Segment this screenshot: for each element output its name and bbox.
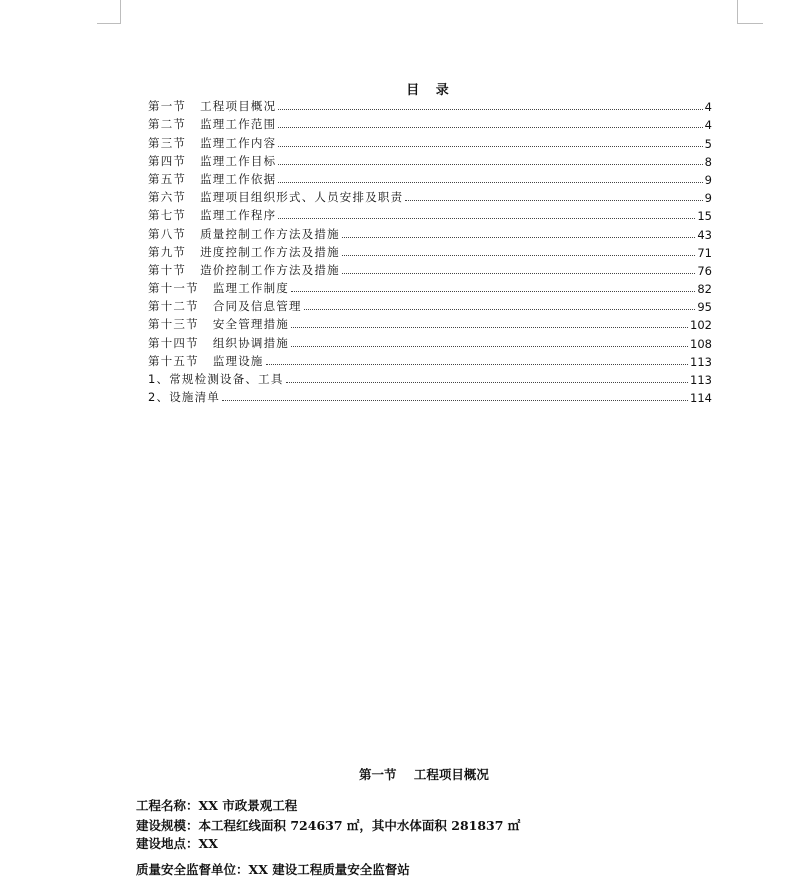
toc-entry[interactable] [148,278,712,296]
toc-entry-title: 监理工作依据 [200,171,277,186]
construction-location: 建设地点：XX [136,836,218,851]
toc-entry-number: 第二节 [148,117,187,132]
toc-entry-title: 监理工作制度 [212,281,290,296]
toc-entry-text [148,371,284,387]
toc-entry[interactable] [148,351,712,369]
toc-entry-text [148,298,302,314]
crop-mark-top-right-v [737,0,738,23]
toc-page-number: 5 [704,136,712,151]
toc-entry-number: 第十二节 [148,299,199,314]
toc-page-number: 108 [690,336,712,351]
toc-page-number: 114 [690,391,712,406]
toc-dot-leader [278,181,702,183]
toc-entry[interactable] [148,151,712,169]
toc-entry-number: 第七节 [148,208,187,223]
toc-dot-leader [278,145,702,147]
toc-dot-leader [286,381,689,383]
toc-entry-text [148,335,289,351]
toc-dot-leader [405,199,702,201]
toc-entry-text [148,135,276,151]
toc-entry-text [148,153,276,169]
toc-page-number: 76 [697,263,712,278]
toc-entry-title: 常规检测设备、工具 [169,372,284,386]
toc-entry[interactable] [148,223,712,241]
toc-entry-text [148,353,264,369]
toc-dot-leader [266,363,688,365]
toc-entry[interactable] [148,314,712,332]
toc-entry-text [148,244,340,260]
toc-entry-number: 1、 [148,372,170,386]
toc-title: 目 录 [406,83,455,98]
toc-entry-text [148,116,276,132]
toc-dot-leader [278,217,695,219]
toc-dot-leader [278,108,702,110]
toc-entry-text [148,262,340,278]
toc-entry-title: 设施清单 [169,390,221,405]
toc-entry-number: 第九节 [148,244,187,259]
toc-entry[interactable] [148,369,712,387]
toc-page-number: 8 [704,154,712,169]
toc-entry-number: 第四节 [148,153,187,168]
quality-supervisor: 质量安全监督单位：XX 建设工程质量安全监督站 [136,862,410,877]
toc-entry-text [148,189,403,205]
toc-entry-title: 工程项目概况 [200,99,277,114]
toc-entry[interactable] [148,169,712,187]
toc-entry-number: 第八节 [148,226,187,241]
toc-page-number: 102 [690,318,712,333]
toc-entry-title: 监理工作目标 [200,153,277,168]
toc-entry-title: 安全管理措施 [212,317,290,332]
toc-page-number: 71 [697,245,712,260]
toc-entry-number: 第三节 [148,135,187,150]
toc-entry-title: 合同及信息管理 [212,299,302,314]
toc-entry-title: 质量控制工作方法及措施 [200,226,340,241]
toc-entry-number: 第十四节 [148,335,199,350]
toc-entry-number: 第一节 [148,99,187,114]
toc-page-number: 113 [690,373,712,387]
toc-entry-title: 监理工作范围 [200,117,277,132]
toc-entry-text [148,316,289,332]
toc-entry-title: 造价控制工作方法及措施 [200,262,340,277]
toc-dot-leader [222,399,688,401]
toc-entry-number: 第十五节 [148,353,199,368]
toc-dot-leader [304,308,696,310]
table-of-contents [148,96,712,405]
toc-entry-text [148,389,220,405]
toc-dot-leader [278,163,702,165]
toc-entry-title: 监理工作程序 [200,208,277,223]
toc-entry-text [148,207,276,223]
toc-entry-text [148,98,276,114]
toc-page-number: 15 [697,209,712,224]
toc-entry[interactable] [148,132,712,150]
toc-dot-leader [291,326,688,328]
toc-entry[interactable] [148,114,712,132]
toc-dot-leader [342,254,696,256]
construction-scale: 建设规模：本工程红线面积 724637 ㎡，其中水体面积 281837 ㎡ [136,818,521,833]
toc-entry-number: 第五节 [148,171,187,186]
toc-entry-number: 第十一节 [148,281,199,296]
toc-entry-title: 进度控制工作方法及措施 [200,244,340,259]
toc-page-number: 113 [690,354,712,369]
toc-entry-text [148,280,289,296]
toc-dot-leader [291,290,695,292]
toc-entry[interactable] [148,387,712,405]
toc-entry[interactable] [148,242,712,260]
toc-entry-number: 第十三节 [148,317,199,332]
section-heading: 第一节 工程项目概况 [359,767,489,782]
crop-mark-top-left-v [120,0,121,23]
toc-entry-number: 第十节 [148,262,187,277]
crop-mark-top-left-h [97,23,121,24]
toc-entry[interactable] [148,332,712,350]
toc-entry[interactable] [148,187,712,205]
toc-entry[interactable] [148,260,712,278]
toc-entry[interactable] [148,296,712,314]
toc-dot-leader [342,236,696,238]
toc-dot-leader [278,126,702,128]
toc-dot-leader [291,345,688,347]
toc-page-number: 9 [704,172,712,187]
project-name: 工程名称：XX 市政景观工程 [136,798,298,813]
crop-mark-top-right-h [737,23,763,24]
toc-page-number: 4 [704,100,712,115]
toc-page-number: 82 [697,282,712,297]
toc-entry-text [148,226,340,242]
toc-page-number: 9 [704,191,712,206]
toc-entry-number: 2、 [148,390,170,405]
toc-entry-number: 第六节 [148,190,187,205]
toc-page-number: 95 [697,300,712,315]
toc-entry-title: 组织协调措施 [212,335,290,350]
toc-page-number: 4 [704,118,712,133]
toc-entry-title: 监理设施 [212,353,264,368]
toc-dot-leader [342,272,696,274]
toc-entry-title: 监理项目组织形式、人员安排及职责 [200,190,404,205]
toc-entry-title: 监理工作内容 [200,135,277,150]
toc-page-number: 43 [697,227,712,242]
toc-entry[interactable] [148,96,712,114]
toc-entry[interactable] [148,205,712,223]
toc-entry-text [148,171,276,187]
